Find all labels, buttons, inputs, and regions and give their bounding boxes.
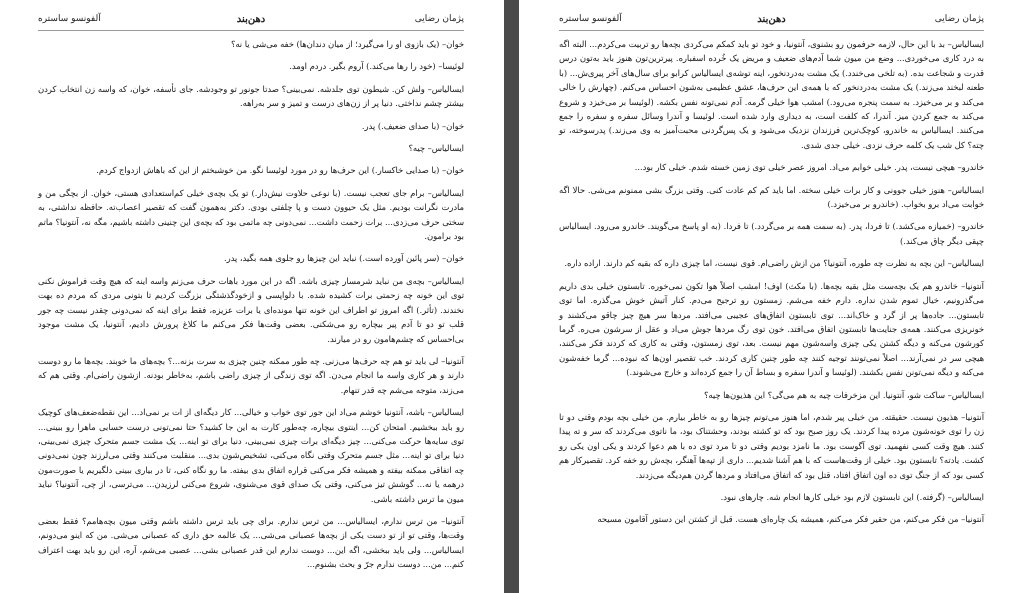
- paragraph: لوئیسا– (خود را رها می‌کند.) آروم بگیر. دردم اومد.: [289, 61, 464, 72]
- header-translator: پژمان رضایی: [414, 14, 464, 24]
- page-body: [559, 37, 984, 527]
- paragraph: ایسالیاس– برام جای تعجب نیست. (با نوعی حلاوت نیش‌دار.) تو یک بچه‌ی خیلی کم‌استعدادی هستی، خوان. از بچگی من و مادرت نگرانت بودیم. مثل یک حیوون دست و پا چلفتی بودی. دکتر به‌همون گفت که تقصیر اعصاب‌ته. حافظه نداشتی، به سختی حرف می‌زدی... برات زحمت داشت... نمی‌دونی چه ماتمی بود که بچه‌ی این چنینی داشته باشیم، مگه نه، آنتونیا؟ ماتم بود برامون.: [38, 187, 464, 242]
- paragraph: ایسالیاس– (گرفته.) این تابستون لازم بود خیلی کارها انجام شه. چارهای نبود.: [720, 491, 984, 502]
- paragraph: ایسالیاس– چیه؟: [408, 143, 464, 154]
- header-title: دهن‌بند: [757, 14, 786, 25]
- header-author: آلفونسو ساستره: [559, 14, 622, 24]
- paragraph: آنتونیا– خاندرو هم یک بچه‌ست مثل بقیه بچه‌ها. (با مکث) اوف! امشب اصلاً هوا تکون نمی‌خوره. تابستون خیلی بدی داریم می‌گذرونیم، خیال تموم شدن نداره. دارم خفه می‌شم. زمستون رو ترجیح می‌دم. کنار آتیش خوش می‌گذره. اما توی تابستون... جاده‌ها پر از گرد و خاک‌اند... توی تابستون اتفاق‌های عجیبی می‌افتد. مردها سر هیچ چیز چاقو می‌کشند و خونریزی می‌کنند. همه‌ی جنایت‌ها تابستون اتفاق می‌افتد. خون توی رگ مردها جوش می‌اد و عقل از سرشون می‌ره. گرما کورشون می‌کنه و دیگه کشتن یکی چیزی واسه‌شون مهم نیست. بعد، توی زمستون، وقتی به کاری که کردند فکر می‌کنند، هیچی سر در نمی‌آرند... اصلاً نمی‌تونند توجیه کنند چه طور چنین کاری کردند. خب تقصیر اون‌ها که نبوده... گرما خفه‌شون می‌کنه و دیگه نمی‌تونن نفس بکشند. (لوئیسا و آندرا سفره و بساط آن را جمع کرده‌اند و خارج می‌شوند.): [559, 280, 984, 378]
- paragraph: خوان– (با صدایی خاکسار.) این حرف‌ها رو در مورد لوئیسا نگو. من خوشبختم از این که باهاش ازدواج کردم.: [96, 165, 464, 176]
- page-gutter: [504, 0, 519, 593]
- paragraph: ایسالیاس– ساکت شو، آنتونیا. این مزخرفات چیه به هم می‌گی؟ این هذیون‌ها چیه؟: [704, 389, 984, 400]
- paragraph: خوان– (یک بازوی او را می‌گیرد؛ از میان دندان‌ها) خفه می‌شی یا نه؟: [230, 39, 464, 49]
- paragraph: خاندرو– (خمیازه می‌کشد.) تا فردا، پدر. (به سمت همه بر می‌گردد.) تا فردا. (به او پاسخ می‌گویند. خاندرو می‌رود. ایسالیاس چپقی دیگر چاق می‌کند.): [559, 221, 984, 246]
- paragraph: آنتونیا– من ترس ندارم، ایسالیاس... من ترس ندارم. برای چی باید ترس داشته باشم وقتی میون بچه‌هامم؟ فقط بعضی وقت‌ها، وقتی تو از تو دست یکی از بچه‌ها عصبانی می‌شی... یک عالمه حق داری که عصبانی می‌شی. من که اینو می‌دونم، ایسالیاس... ولی باید ببخشی، اگه این... دوست ندارم این قدر عصبانی بشی... عصبی می‌شم، آره، این رو باید بهت اعتراف کنم... من... دوست ندارم جرّ و بحث بشنوم...: [38, 515, 464, 570]
- paragraph: ایسالیاس– بچه‌ی من نباید شرمسار چیزی باشه. اگه در این مورد باهات حرف می‌زنم واسه اینه که هیچ وقت فراموش نکنی توی این خونه چه زحمتی برات کشیده شده. با دلواپسی و ازخودگذشتگی بزرگت کردیم تا بتونی مردی که مردم ده بهت نخندند. (تأثر.) اگه امروز تو اطراف این خونه تنها مونده‌ای یا برات عزیزه، فقط برای اینه که نمی‌دونی چقدر نیست چه جور قلب تو دو تا آدم پیر بیچاره رو می‌شکنی. بعضی وقت‌ها فکر می‌کنم ما کلاغ پرورش دادیم، آنتونیا، یک مشت موجود بی‌احساس که چشم‌هامون رو در میارند.: [38, 275, 464, 344]
- page-header: [559, 14, 984, 31]
- paragraph: خوان– (سر پائین آورده است.) نباید این چیزها رو جلوی همه بگید، پدر.: [223, 253, 464, 264]
- paragraph: ایسالیاس– هنوز خیلی جوونی و کار برات خیلی سخته. اما باید کم کم عادت کنی. وقتی بزرگ بشی ممنونم می‌شی. حالا اگه خوابت می‌اد برو بخواب. (خاندرو بر می‌خیزد.): [559, 184, 984, 210]
- header-title: دهن‌بند: [236, 14, 266, 25]
- paragraph: آنتونیا– لی باید تو هم چه حرف‌ها می‌زنی. چه طور ممکنه چنین چیزی به سرت بزنه...؟ بچه‌های ما خوبند. بچه‌ها ما رو دوست دارند و هر کاری واسه ما انجام می‌دن. اگه توی زندگی از چیزی راضی باشم، به‌خاطر بودنه. ازشون راضی‌ام. وقتی هم که می‌زند، متوجه می‌شم چه قدر تنهام.: [38, 355, 464, 395]
- page-header: [38, 14, 464, 31]
- paragraph: ایسالیاس– این بچه به نظرت چه طوره، آنتونیا؟ من ازش راضی‌ام. قوی نیست، اما چیزی داره که بقیه کم دارند. اراده داره.: [564, 258, 984, 269]
- paragraph: خوان– (با صدای ضعیف.) پدر.: [361, 120, 464, 131]
- left-page: [0, 0, 504, 593]
- paragraph: آنتونیا– من فکر می‌کنم، من حقیر فکر می‌کنم، همیشه یک چاره‌ای هست. قبل از کشتن این دستور آقامون مسیحه: [597, 514, 984, 525]
- paragraph: آنتونیا– هذیون نیست. حقیقته. من خیلی پیر شدم، اما هنوز می‌تونم چیزها رو به خاطر بیارم. من خیلی بچه بودم وقتی دو تا زن را توی خونه‌شون مرده پیدا کردند. یک روز صبح بود که تو کشته بودند، وحشتناک بود، ما ناتوی می‌کردند که سر و ته پیدا کنند. هیچ وقت کسی نفهمید. توی آگوست بود. ما نامزد بودیم وقتی دو تا مرد توی ده با هم دعوا کردند و یکی اون یکی رو کشت. یادته؟ تابستون بود. خیلی از وقت‌هاست که با هم آشنا شدیم... داری از تپه‌ها آهنگر، بچه‌ش رو خفه کرد. تقصیرکار هم کسی بود که از جنگ توی ده اون اتفاق افتاد، قتل بود که اتفاق می‌افتاد و مردها گردن هم‌دیگه می‌زدند.: [559, 411, 984, 480]
- paragraph: ایسالیاس– ولش کن. شیطون توی جلدشه. نمی‌بینی؟ صدتا جونور تو وجودشه. جای تأسفه، خوان، که واسه زن انتخاب کردن بیشتر چشم نداختی. دنیا پر از زن‌های درست و تمیز و سر به‌راهه.: [38, 83, 464, 109]
- paragraph: خاندرو– هیچی نیست، پدر. خیلی خوابم می‌اد. امروز عصر خیلی توی زمین خسته شدم. خیلی کار بود...: [634, 162, 984, 173]
- header-translator: پژمان رضایی: [934, 14, 984, 24]
- paragraph: ایسالیاس– بد با این حال، لازمه حرفمون رو بشنوی، آنتونیا، و خود تو باید کمکم می‌کردی بچه‌ها رو تربیت می‌کردم... البته اگه به درد کاری می‌خوردی... وضع من میون شما آدم‌های ضعیف و مریض یک خُرده اسفباره. پیرترین‌تون هنوز باید به‌تون درس قدرت و شجاعت بده. (به تلخی می‌خندد.) یک مشت به‌دردنخور، اینه توشه‌ی ایسالیاس کرابو برای سال‌های آخر پیری‌ش... (با طعنه لبخند می‌زند.) یک مشت به‌دردنخور که با همه‌ی این حرف‌ها، عشق عظیمی به‌شون احساس می‌کنم. (چهارش را خالی می‌کند و بر می‌خیزد. به سمت پنجره می‌رود.) امشب هوا خیلی گرمه. آدم نمی‌تونه نفس بکشه. (لوئیسا بر می‌خیزد و شروع می‌کند به جمع کردن میز. آندرا، که کلفت است، به دیداری وارد شده است. لوئیسا و آندرا وسائل سفره و سفره را جمع می‌کنند. ایسالیاس به خاندرو، کوچک‌ترین فرزندان نزدیک می‌شود و یک پس‌گردنی محبت‌آمیز به وی می‌زند.) پدرسوخته، تو چته؟ کل شب یک کلمه حرف نزدی. خیلی جدی شدی.: [559, 39, 984, 150]
- right-page: [519, 0, 1024, 593]
- page-body: [38, 37, 464, 572]
- header-author: آلفونسو ساستره: [38, 14, 101, 24]
- paragraph: ایسالیاس– باشه، آنتونیا خوشم می‌اد این جور توی خواب و خیالی... کار دیگه‌ای از ات بر نمی‌اد... این نقطه‌ضعف‌های کوچیک رو باید ببخشیم. امتحان کن... اینتوی بیچاره، چه‌طور کارت به این جا کشید؟ حتا نمی‌تونی درست حسابی ماهرا رو ببینی... توی سایه‌ها حرکت می‌کنی... چیز دیگه‌ای برات چیزی نمی‌بینی، دنیا برای تو اینه... یک مشت جسم متحرک چیزی نمی‌بینی، دنیا برای تو اینه... مثل جسم متحرک وقتی نگاه می‌کنی، تشخیص‌شون بدی... منقلبت می‌کنند وقتی می‌لرزند چون نمی‌دونی چه اتفاقی ممکنه بیفته و همیشه فکر می‌کنی قراره اتفاق بدی بیفته. ما رو نگاه کنی، تا در بیاری ببینی دلگیریم یا صورت‌مون درهمه یا نه... گوشش تیز می‌کنی، وقتی یک صدای قوی می‌شنوی، شروع می‌کنی لرزیدن... می‌ترسی، از چی، آنتونیا؟ نباید میون ما ترس داشته باشی.: [38, 407, 464, 504]
